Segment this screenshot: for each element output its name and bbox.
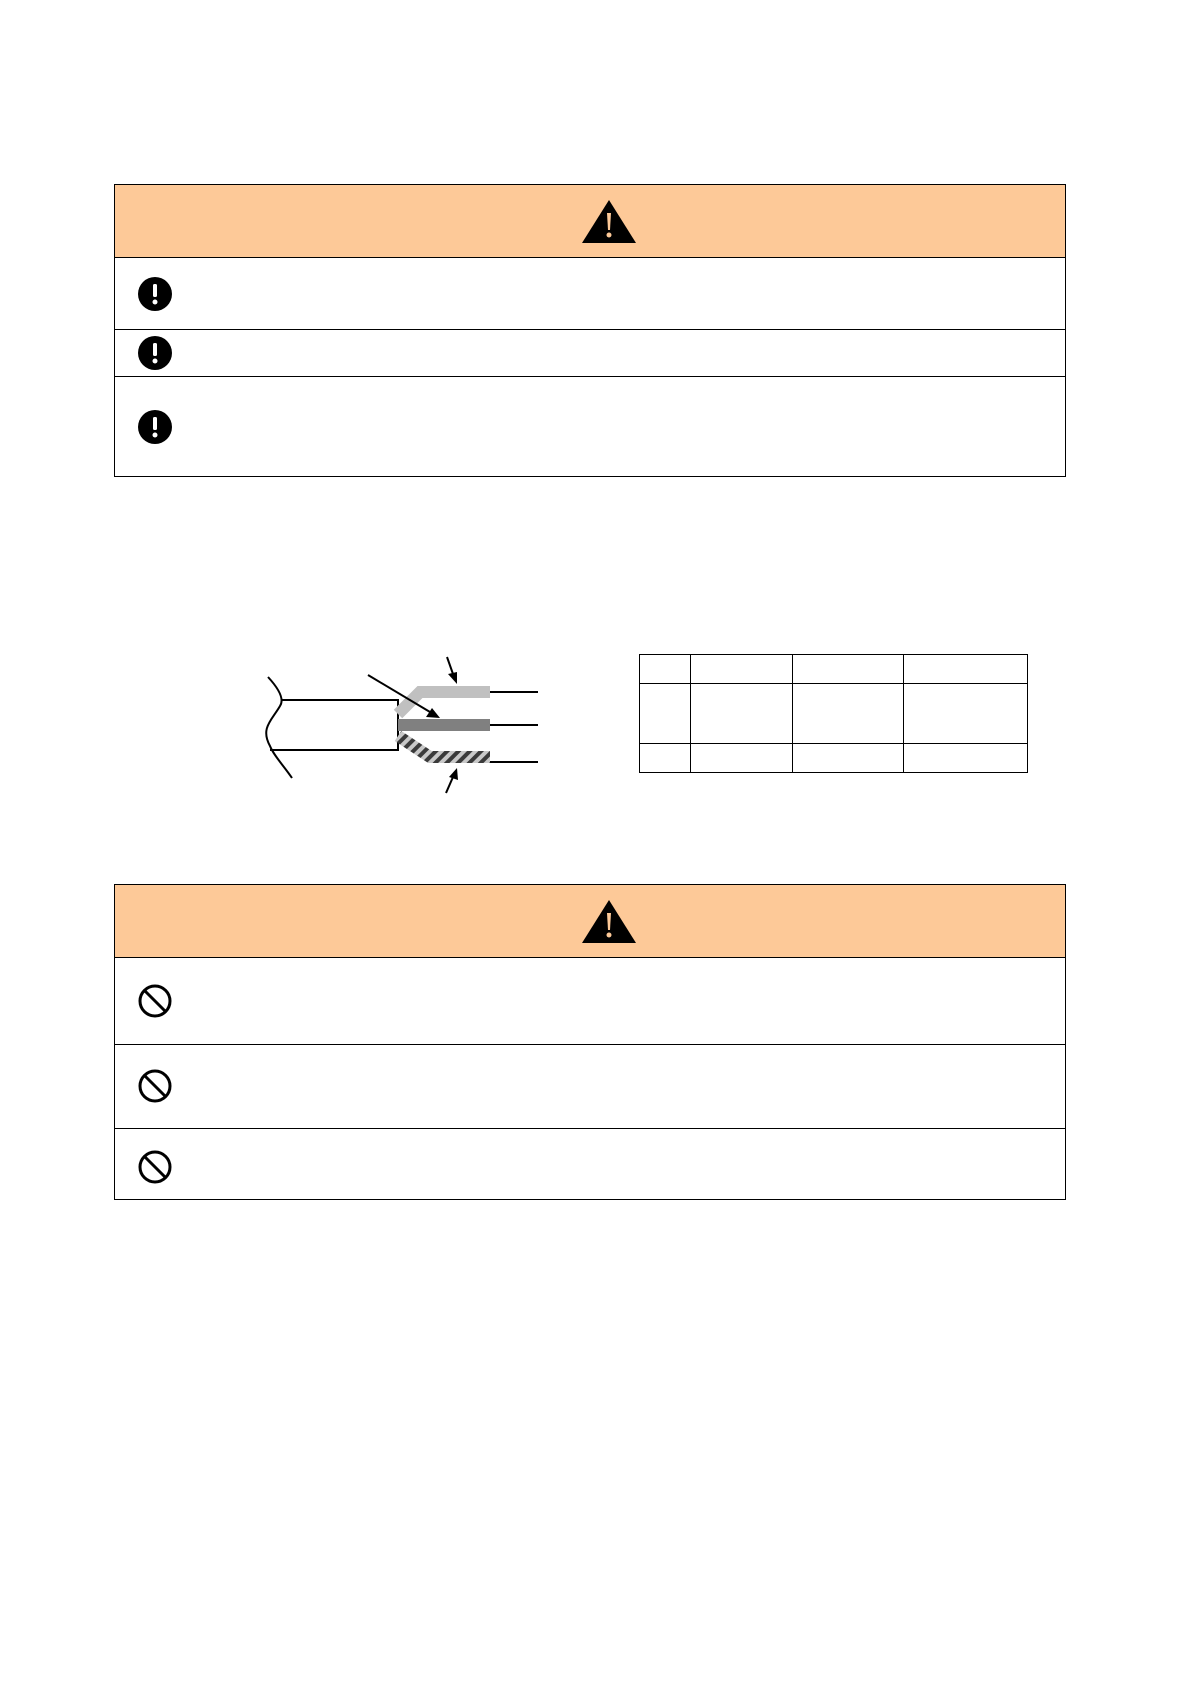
table-cell: [640, 655, 691, 684]
warning-row: [115, 958, 1065, 1045]
warning-header: [115, 185, 1065, 258]
table-cell: [640, 684, 691, 744]
callout-arrow: [446, 777, 453, 793]
warning-row: [115, 1045, 1065, 1129]
table-cell: [691, 684, 793, 744]
table-cell: [793, 684, 904, 744]
wire-light: [398, 692, 490, 714]
warning-row: [115, 258, 1065, 330]
wire-hatched: [398, 736, 490, 757]
warning-box-2: [114, 884, 1066, 1200]
table-cell: [904, 744, 1028, 773]
warning-header: [115, 885, 1065, 958]
warning-row: [115, 330, 1065, 377]
warning-text: [193, 1045, 1049, 1128]
table-cell: [640, 744, 691, 773]
wire-diagram: [240, 650, 560, 800]
prohibition-icon: [137, 983, 173, 1019]
warning-text: [193, 1129, 1049, 1199]
warning-row: [115, 1129, 1065, 1199]
table-row: [640, 744, 1028, 773]
mandatory-action-icon: [137, 409, 173, 445]
table-cell: [904, 655, 1028, 684]
warning-box-1: [114, 184, 1066, 477]
warning-text: [193, 958, 1049, 1044]
warning-text: [193, 377, 1049, 476]
prohibition-icon: [137, 1068, 173, 1104]
warning-row: [115, 377, 1065, 476]
table-cell: [691, 744, 793, 773]
warning-title: [115, 885, 1065, 957]
warning-title: [115, 185, 1065, 257]
table-cell: [793, 655, 904, 684]
prohibition-icon: [137, 1149, 173, 1185]
mandatory-action-icon: [137, 335, 173, 371]
cable-break-line: [266, 677, 292, 778]
table-cell: [793, 744, 904, 773]
mandatory-action-icon: [137, 276, 173, 312]
warning-text: [193, 258, 1049, 329]
warning-text: [193, 330, 1049, 376]
callout-arrow: [447, 657, 453, 674]
table-cell: [691, 655, 793, 684]
spec-table: [639, 654, 1028, 773]
table-row: [640, 655, 1028, 684]
table-cell: [904, 684, 1028, 744]
cable-sheath: [270, 700, 398, 750]
table-row: [640, 684, 1028, 744]
